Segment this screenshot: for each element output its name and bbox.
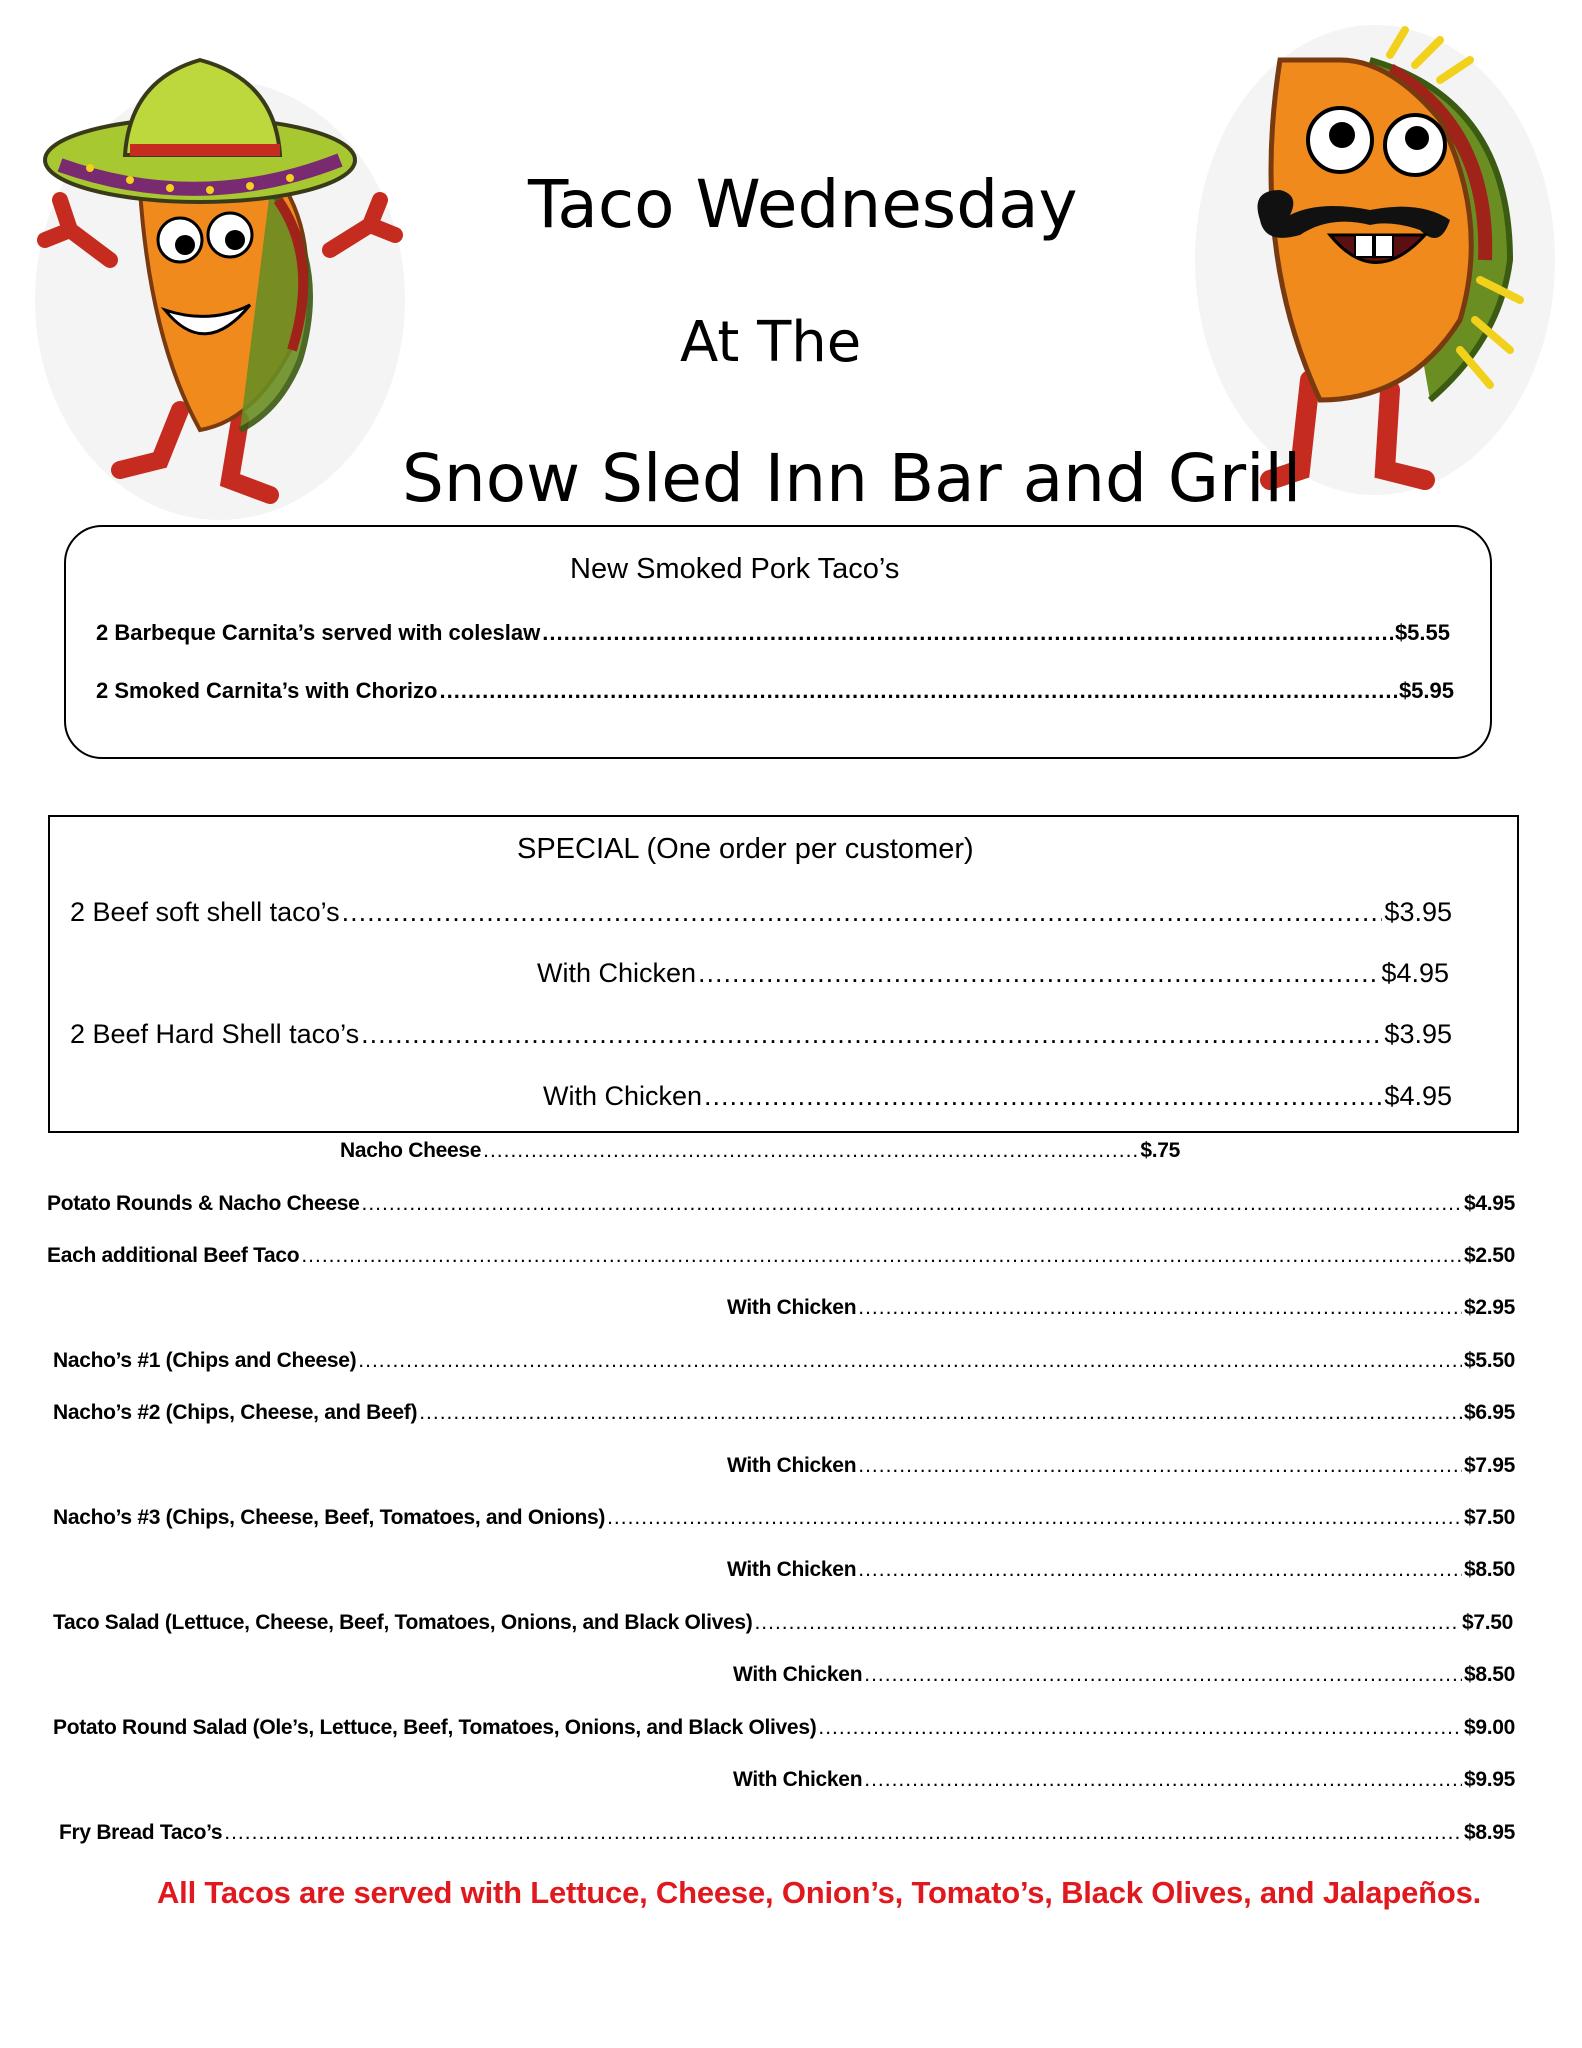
menu-row	[70, 897, 1452, 928]
item-price: $3.95	[1384, 1019, 1452, 1049]
item-price: $8.95	[1463, 1821, 1515, 1844]
leader-dots	[704, 1081, 1382, 1112]
item-price: $7.50	[1461, 1611, 1513, 1634]
item-price: $4.95	[1381, 958, 1449, 988]
leader-dots	[864, 1663, 1462, 1687]
menu-row	[53, 1506, 1515, 1530]
leader-dots	[361, 1192, 1461, 1216]
item-price: $9.00	[1463, 1716, 1515, 1739]
menu-row	[96, 678, 1454, 704]
menu-row	[96, 620, 1450, 646]
item-price: $8.50	[1463, 1558, 1515, 1581]
item-price: $5.55	[1394, 620, 1450, 645]
leader-dots	[342, 897, 1383, 928]
item-label: Nacho’s #1 (Chips and Cheese)	[53, 1349, 357, 1372]
item-price: $4.95	[1463, 1192, 1515, 1215]
item-label: Fry Bread Taco’s	[59, 1821, 223, 1844]
menu-row	[53, 1401, 1515, 1425]
item-label: Nacho’s #2 (Chips, Cheese, and Beef)	[53, 1401, 418, 1424]
leader-dots	[542, 620, 1393, 646]
item-price: $5.50	[1463, 1349, 1515, 1372]
item-price: $4.95	[1384, 1081, 1452, 1111]
leader-dots	[607, 1506, 1462, 1530]
item-price: $9.95	[1463, 1768, 1515, 1791]
item-price: $2.95	[1463, 1296, 1515, 1319]
leader-dots	[858, 1558, 1462, 1582]
menu-row	[53, 1716, 1515, 1740]
sombrero-taco-icon	[30, 40, 420, 520]
menu-row	[727, 1296, 1515, 1320]
item-price: $3.95	[1384, 897, 1452, 927]
menu-row	[53, 1349, 1515, 1373]
item-label: With Chicken	[733, 1768, 863, 1791]
smoked-pork-heading: New Smoked Pork Taco’s	[570, 553, 900, 585]
item-label: With Chicken	[543, 1081, 703, 1111]
leader-dots	[301, 1244, 1462, 1268]
menu-row	[733, 1663, 1515, 1687]
menu-row	[340, 1139, 1180, 1163]
item-price: $8.50	[1463, 1663, 1515, 1686]
menu-row	[537, 958, 1449, 989]
item-label: Nacho’s #3 (Chips, Cheese, Beef, Tomatoes, and Onions)	[53, 1506, 606, 1529]
item-label: Each additional Beef Taco	[47, 1244, 300, 1267]
leader-dots	[419, 1401, 1462, 1425]
item-price: $7.50	[1463, 1506, 1515, 1529]
leader-dots	[858, 1454, 1462, 1478]
menu-row	[53, 1611, 1513, 1635]
leader-dots	[864, 1768, 1462, 1792]
leader-dots	[439, 678, 1396, 704]
leader-dots	[754, 1611, 1460, 1635]
item-label: Potato Rounds & Nacho Cheese	[47, 1192, 360, 1215]
leader-dots	[361, 1019, 1382, 1050]
item-label: With Chicken	[537, 958, 697, 988]
menu-row	[727, 1558, 1515, 1582]
menu-row	[543, 1081, 1452, 1112]
item-label: 2 Smoked Carnita’s with Chorizo	[96, 678, 438, 703]
item-price: $5.95	[1398, 678, 1454, 703]
leader-dots	[358, 1349, 1462, 1373]
leader-dots	[858, 1296, 1462, 1320]
item-label: 2 Barbeque Carnita’s served with coleslaw	[96, 620, 541, 645]
item-label: 2 Beef soft shell taco’s	[70, 897, 340, 927]
leader-dots	[224, 1821, 1462, 1845]
menu-row	[727, 1454, 1515, 1478]
item-label: With Chicken	[727, 1296, 857, 1319]
leader-dots	[818, 1716, 1462, 1740]
subtitle-at-the: At The	[680, 310, 862, 375]
page-title: Taco Wednesday	[528, 166, 1078, 243]
menu-row	[59, 1821, 1515, 1845]
menu-row	[47, 1244, 1515, 1268]
item-label: With Chicken	[727, 1558, 857, 1581]
item-price: $6.95	[1463, 1401, 1515, 1424]
item-label: Taco Salad (Lettuce, Cheese, Beef, Tomatoes, Onions, and Black Olives)	[53, 1611, 753, 1634]
item-label: Potato Round Salad (Ole’s, Lettuce, Beef, Tomatoes, Onions, and Black Olives)	[53, 1716, 817, 1739]
menu-row	[47, 1192, 1515, 1216]
leader-dots	[698, 958, 1379, 989]
item-label: Nacho Cheese	[340, 1139, 482, 1162]
mustache-taco-icon	[1190, 20, 1560, 500]
venue-name: Snow Sled Inn Bar and Grill	[402, 440, 1302, 517]
item-label: 2 Beef Hard Shell taco’s	[70, 1019, 360, 1049]
item-label: With Chicken	[727, 1454, 857, 1477]
item-price: $.75	[1140, 1139, 1180, 1162]
menu-row	[733, 1768, 1515, 1792]
item-price: $2.50	[1463, 1244, 1515, 1267]
toppings-note: All Tacos are served with Lettuce, Cheese, Onion’s, Tomato’s, Black Olives, and Jalapeños.	[157, 1875, 1482, 1910]
item-price: $7.95	[1463, 1454, 1515, 1477]
menu-row	[70, 1019, 1452, 1050]
leader-dots	[483, 1139, 1138, 1163]
item-label: With Chicken	[733, 1663, 863, 1686]
special-heading: SPECIAL (One order per customer)	[517, 833, 974, 865]
